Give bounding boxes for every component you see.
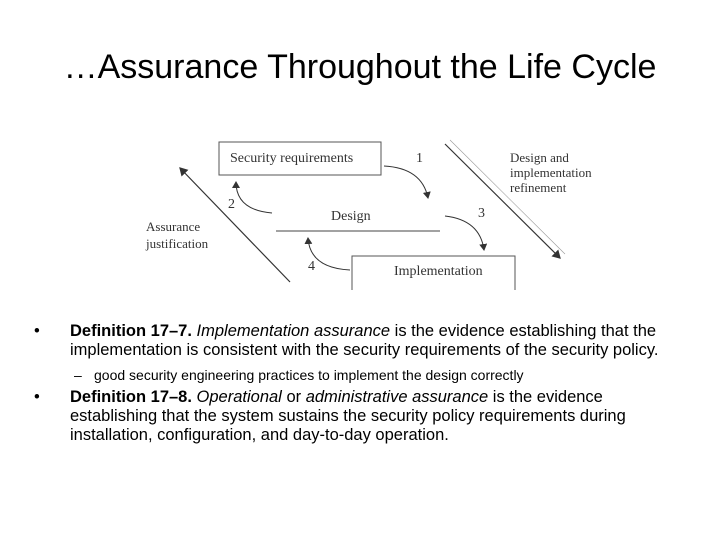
- refinement-label-line1: Design and: [510, 150, 569, 165]
- step3-number: 3: [478, 206, 485, 221]
- refinement-label-line2: implementation: [510, 165, 592, 180]
- step2-number: 2: [228, 197, 235, 212]
- step2-arrow: [236, 182, 272, 213]
- assurance-label-line2: justification: [146, 236, 209, 251]
- bullet-marker: •: [34, 388, 40, 406]
- definition-term: Definition 17–7.: [70, 322, 192, 340]
- bullet-definition-17-8: [30, 388, 690, 445]
- security-requirements-label: Security requirements: [230, 151, 354, 166]
- bullet-definition-17-7: [30, 322, 690, 360]
- slide-title: …Assurance Throughout the Life Cycle: [63, 48, 657, 86]
- subbullet: [30, 366, 690, 384]
- refinement-label-line3: refinement: [510, 180, 567, 195]
- life-cycle-diagram: [140, 130, 620, 295]
- definition-text: is the evidence establishing that the implementation is consistent with the security requirements of the security policy.: [70, 322, 659, 359]
- assurance-label-line1: Assurance: [146, 219, 201, 234]
- step4-number: 4: [308, 259, 315, 274]
- design-label: Design: [331, 209, 371, 224]
- definition-italic: Implementation assurance: [196, 322, 391, 340]
- definition-italic-operational: Operational: [196, 388, 282, 406]
- step3-arrow: [445, 216, 484, 250]
- subbullet-marker: –: [74, 367, 82, 383]
- step1-arrow: [384, 166, 428, 198]
- definition-term: Definition 17–8.: [70, 388, 192, 406]
- definition-connector: or: [281, 388, 306, 406]
- step1-number: 1: [416, 151, 423, 166]
- subbullet-text: good security engineering practices to implement the design correctly: [94, 367, 524, 383]
- bullet-marker: •: [34, 322, 40, 340]
- definition-text: is the evidence establishing that the system sustains the security policy requirements during installation, configuration, and day-to-day operation.: [70, 388, 626, 444]
- definition-italic-administrative: administrative assurance: [305, 388, 489, 406]
- bullet-list: [30, 322, 690, 445]
- implementation-label: Implementation: [394, 264, 483, 279]
